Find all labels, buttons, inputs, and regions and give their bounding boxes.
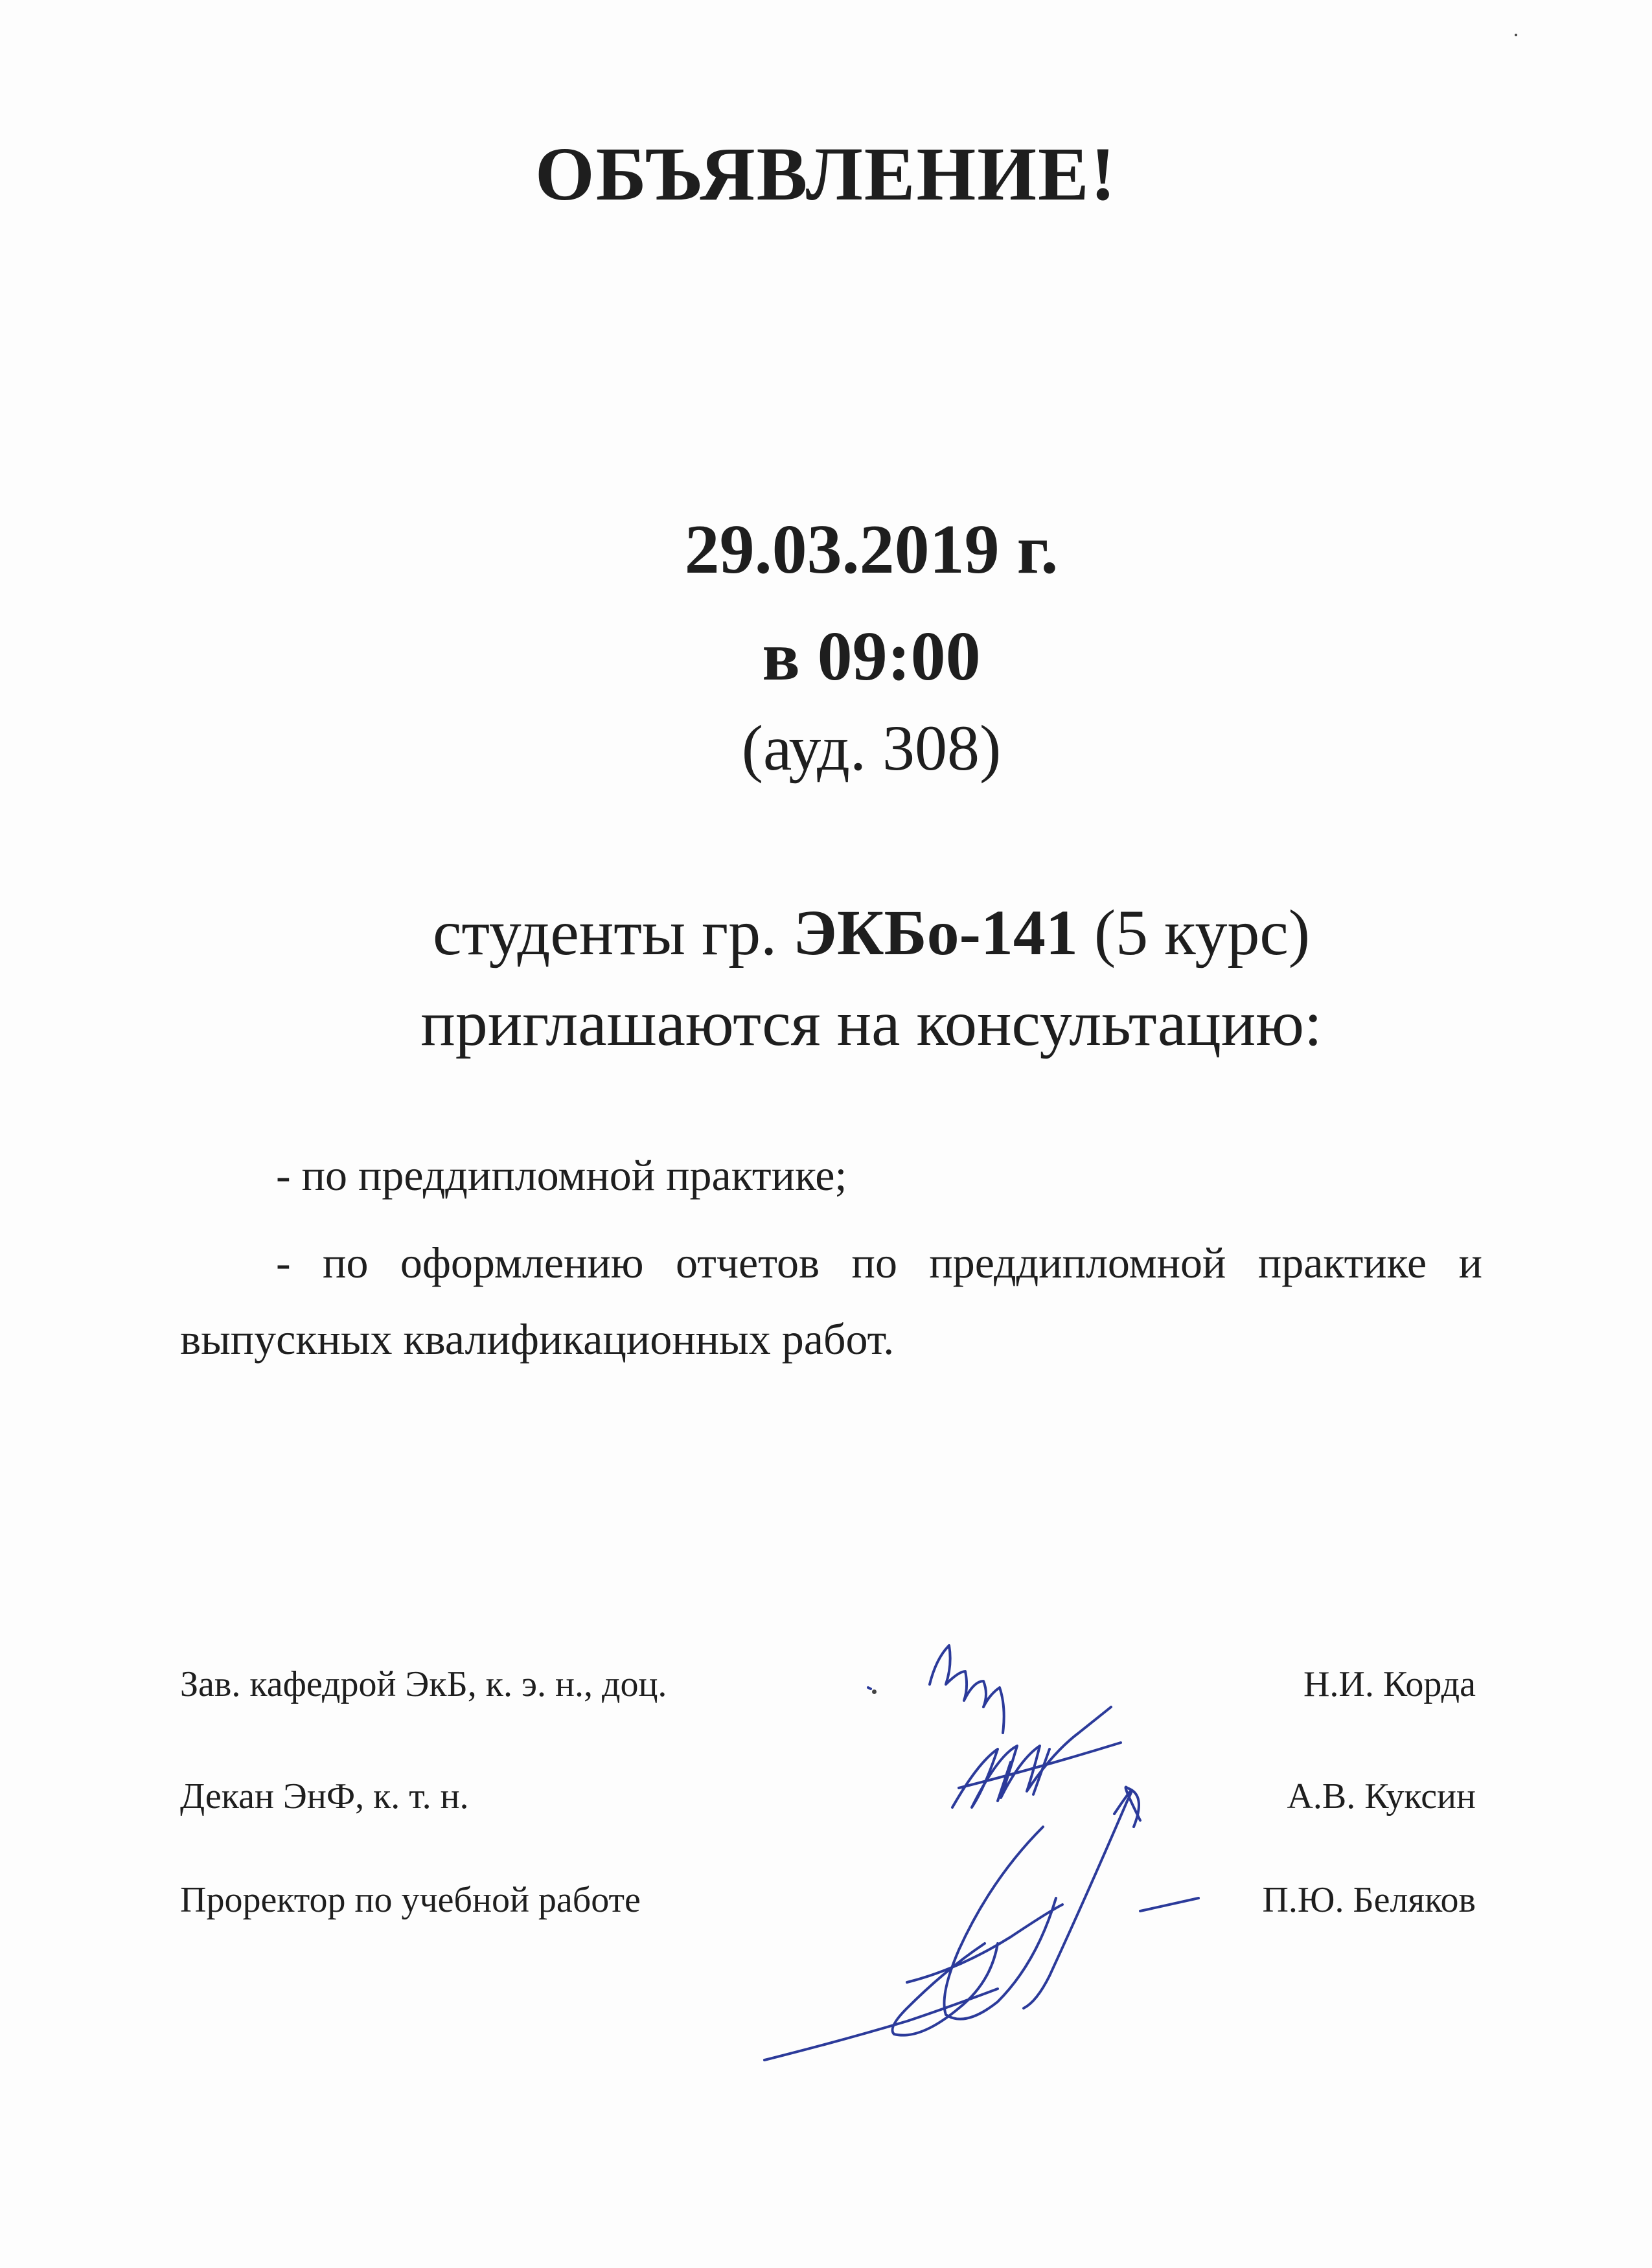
topic-item: - по преддипломной практике;: [276, 1151, 847, 1200]
scan-speck: [1515, 34, 1517, 36]
audience-line: [181, 897, 1561, 968]
signature-belyakov-tail: [1126, 1787, 1141, 1827]
invite-line: приглашаются на консультацию:: [420, 987, 1322, 1059]
signature-korda: [930, 1645, 1004, 1733]
audience-prefix: студенты гр.: [432, 897, 794, 968]
ink-speck: [872, 1690, 877, 1694]
event-date: 29.03.2019 г.: [684, 511, 1059, 588]
signatory-position: Проректор по учебной работе: [180, 1880, 641, 1920]
group-code: ЭКБо-141: [793, 897, 1078, 968]
signatory-name: А.В. Куксин: [1287, 1776, 1476, 1816]
signatory-name: Н.И. Корда: [1303, 1664, 1476, 1704]
signature-kuksin: [952, 1707, 1121, 1807]
event-room: (ауд. 308): [741, 712, 1002, 784]
audience-suffix: (5 курс): [1077, 897, 1311, 968]
signatory-position: Зав. кафедрой ЭкБ, к. э. н., доц.: [180, 1664, 667, 1704]
event-time: в 09:00: [762, 618, 981, 695]
signature-belyakov: [764, 1791, 1199, 2060]
page-title: ОБЪЯВЛЕНИЕ!: [534, 132, 1118, 216]
signatory-name: П.Ю. Беляков: [1262, 1880, 1476, 1920]
topic-item: - по оформлению отчетов по преддипломной практике и выпускных квалификационных работ.: [180, 1238, 1482, 1364]
signatory-position: Декан ЭнФ, к. т. н.: [180, 1776, 469, 1816]
signature-korda-dot: [868, 1688, 871, 1689]
